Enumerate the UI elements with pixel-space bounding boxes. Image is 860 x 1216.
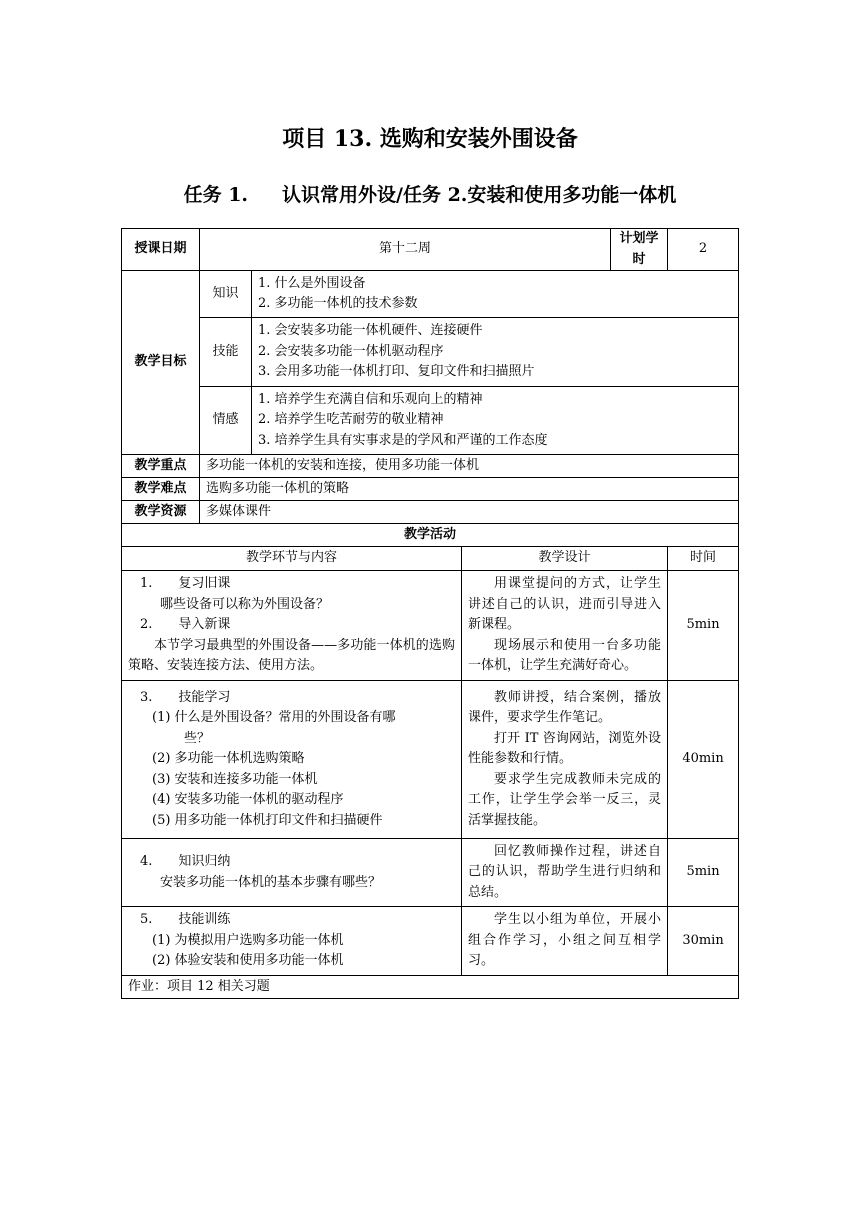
skills-list <box>252 318 739 387</box>
activity-content <box>122 907 462 976</box>
activity-row <box>122 681 739 839</box>
activities-label: 教学活动 <box>122 524 739 547</box>
activity-time: 5min <box>668 571 739 681</box>
knowledge-item: 2. 多功能一体机的技术参数 <box>258 296 418 311</box>
activity-time: 40min <box>668 681 739 839</box>
activity-step: 5. 技能训练 <box>140 912 231 928</box>
activity-text: 本节学习最典型的外围设备——多功能一体机的选购策略、安装连接方法、使用方法。 <box>128 637 455 674</box>
skills-label: 技能 <box>200 318 252 387</box>
activities-header-content: 教学环节与内容 <box>122 547 462 571</box>
attitude-item: 2. 培养学生吃苦耐劳的敬业精神 <box>258 412 444 428</box>
design-text: 打开 IT 咨询网站，浏览外设性能参数和行情。 <box>468 730 662 767</box>
design-text: 回忆教师操作过程，讲述自己的认识，帮助学生进行归纳和总结。 <box>468 843 662 900</box>
attitude-list <box>252 387 739 455</box>
date-label: 授课日期 <box>122 229 200 271</box>
activity-time: 5min <box>668 839 739 907</box>
activity-subitem: (3) 安装和连接多功能一体机 <box>152 771 318 787</box>
resources-value: 多媒体课件 <box>200 501 739 524</box>
activity-subitem: (1) 为模拟用户选购多功能一体机 <box>152 932 344 948</box>
design-text: 学生以小组为单位，开展小组合作学习，小组之间互相学习。 <box>468 912 662 969</box>
lesson-plan-table <box>121 228 739 999</box>
attitude-item: 3. 培养学生具有实事求是的学风和严谨的工作态度 <box>258 432 548 448</box>
activity-text: 哪些设备可以称为外围设备？ <box>160 596 330 612</box>
activities-header-time: 时间 <box>668 547 739 571</box>
activity-step: 2. 导入新课 <box>140 617 231 633</box>
activity-subitem: (1) 什么是外围设备？常用的外围设备有哪 <box>152 710 396 726</box>
difficulty-value: 选购多功能一体机的策略 <box>200 478 739 501</box>
attitude-item: 1. 培养学生充满自信和乐观向上的精神 <box>258 391 483 407</box>
page-subtitle <box>0 180 860 207</box>
activity-content <box>122 839 462 907</box>
subtitle-rest: 认识常用外设/任务 2.安装和使用多功能一体机 <box>282 184 677 206</box>
activity-design <box>462 839 668 907</box>
activity-content <box>122 681 462 839</box>
date-value: 第十二周 <box>200 229 611 271</box>
skills-item: 3. 会用多功能一体机打印、复印文件和扫描照片 <box>258 364 535 380</box>
hours-value: 2 <box>668 229 739 271</box>
knowledge-item: 1. 什么是外围设备 <box>258 275 366 291</box>
skills-item: 2. 会安装多功能一体机驱动程序 <box>258 343 444 359</box>
activity-row <box>122 907 739 976</box>
design-text: 现场展示和使用一台多功能一体机，让学生充满好奇心。 <box>468 637 662 674</box>
design-text: 教师讲授，结合案例，播放课件，要求学生作笔记。 <box>468 689 662 726</box>
activity-content <box>122 571 462 681</box>
key-point-value: 多功能一体机的安装和连接，使用多功能一体机 <box>200 455 739 478</box>
page-title: 项目 13. 选购和安装外围设备 <box>282 126 578 152</box>
activity-design <box>462 907 668 976</box>
skills-item: 1. 会安装多功能一体机硬件、连接硬件 <box>258 323 483 339</box>
subtitle-task1: 任务 1. <box>183 184 249 206</box>
activities-header-design: 教学设计 <box>462 547 668 571</box>
activity-step: 3. 技能学习 <box>140 689 231 705</box>
activity-row <box>122 839 739 907</box>
hours-label: 计划学时 <box>611 229 668 271</box>
design-text: 用课堂提问的方式，让学生讲述自己的认识，进而引导进入新课程。 <box>468 576 662 633</box>
activity-design <box>462 681 668 839</box>
knowledge-list <box>252 271 739 318</box>
key-point-label: 教学重点 <box>122 455 200 478</box>
knowledge-label: 知识 <box>200 271 252 318</box>
activity-step: 4. 知识归纳 <box>140 854 231 869</box>
activity-time: 30min <box>668 907 739 976</box>
design-text: 要求学生完成教师未完成的工作，让学生学会举一反三，灵活掌握技能。 <box>468 771 662 828</box>
homework: 作业：项目 12 相关习题 <box>122 976 739 999</box>
activity-subitem: (4) 安装多功能一体机的驱动程序 <box>152 792 344 808</box>
activity-step: 1. 复习旧课 <box>140 576 231 592</box>
activity-subitem: (2) 多功能一体机选购策略 <box>152 751 305 767</box>
difficulty-label: 教学难点 <box>122 478 200 501</box>
resources-label: 教学资源 <box>122 501 200 524</box>
activity-text: 安装多功能一体机的基本步骤有哪些？ <box>160 874 382 890</box>
activity-row <box>122 571 739 681</box>
activity-subitem: (5) 用多功能一体机打印文件和扫描硬件 <box>152 812 383 828</box>
activity-subitem: (2) 体验安装和使用多功能一体机 <box>152 953 344 969</box>
attitude-label: 情感 <box>200 387 252 455</box>
objectives-label: 教学目标 <box>122 271 200 455</box>
activity-design <box>462 571 668 681</box>
activity-subitem: 些？ <box>184 730 211 746</box>
